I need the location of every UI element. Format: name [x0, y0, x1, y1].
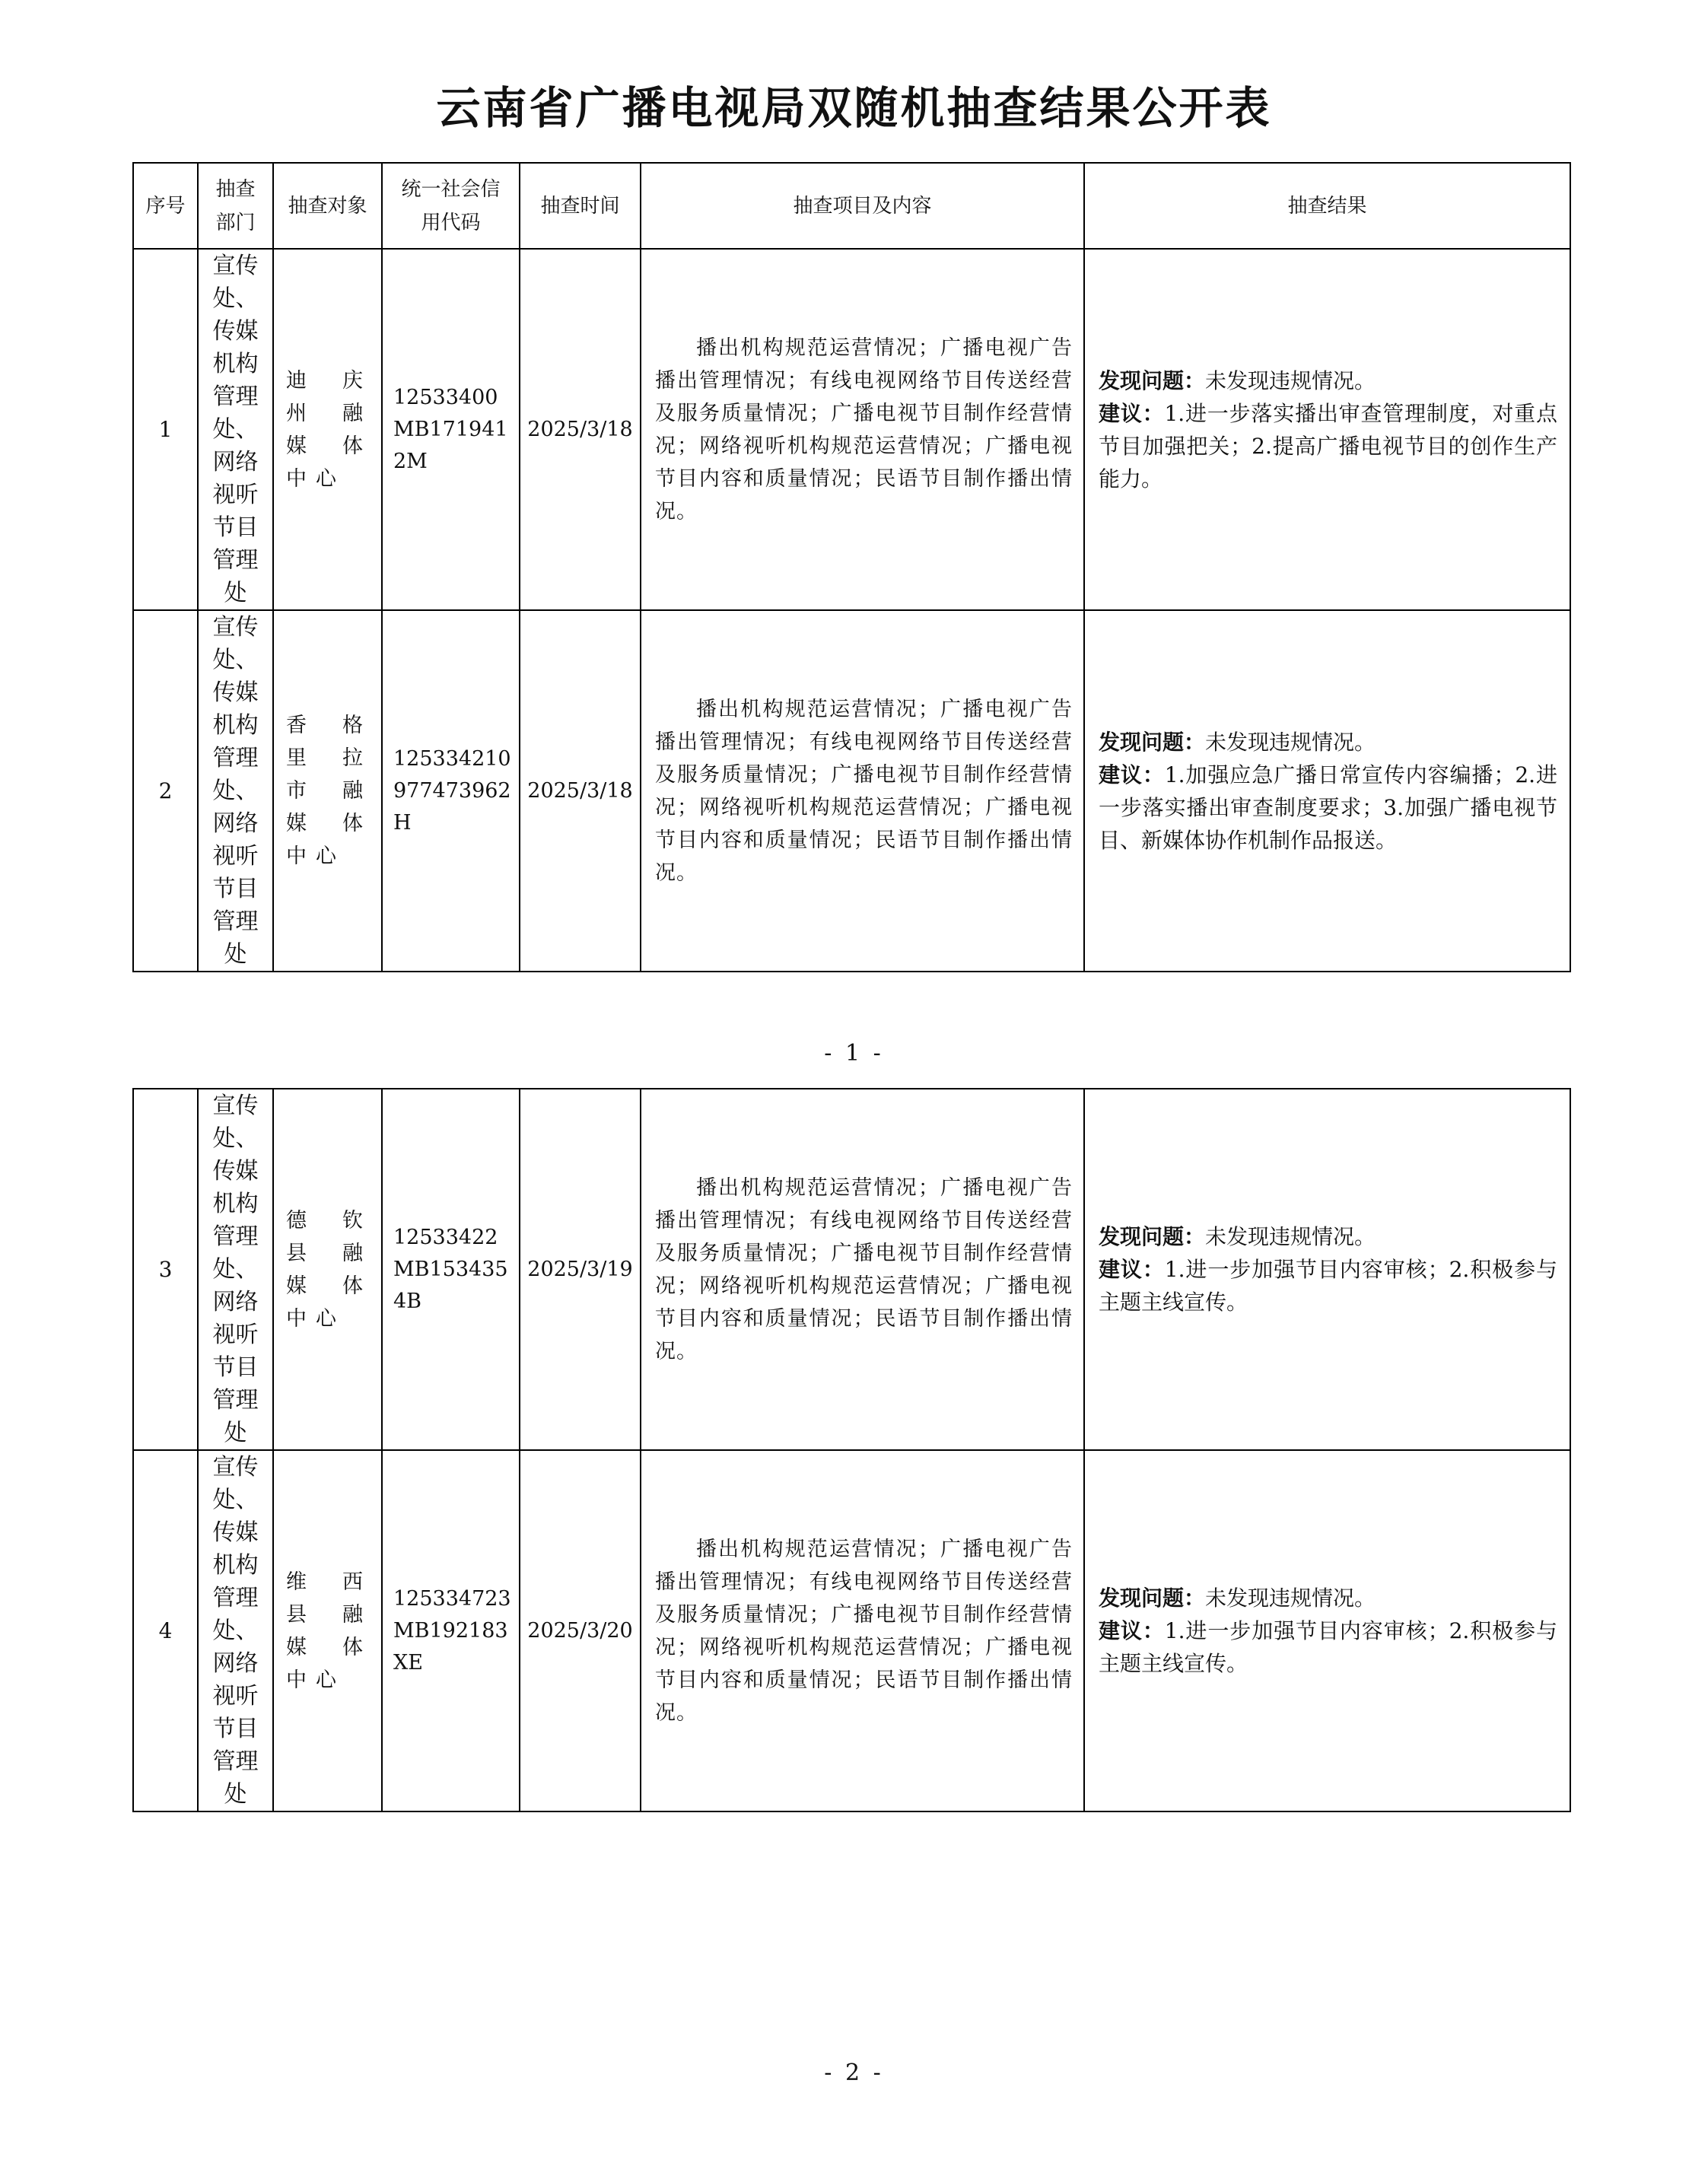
page-number-2: - 2 - [824, 2060, 884, 2086]
header-object: 抽查对象 [273, 163, 382, 249]
advice-text: 1.加强应急广播日常宣传内容编播；2.进一步落实播出审查制度要求；3.加强广播电视节目、新媒体协作机制作品报送。 [1099, 762, 1557, 853]
row-seq: 1 [133, 249, 198, 610]
header-result: 抽查结果 [1084, 163, 1570, 249]
row-result [1084, 610, 1570, 972]
row-object: 维西县融媒体中心 [273, 1450, 382, 1811]
table-row [133, 1089, 1570, 1450]
row-items: 播出机构规范运营情况；广播电视广告播出管理情况；有线电视网络节目传送经营及服务质量情况；广播电视节目制作经营情况；网络视听机构规范运营情况；广播电视节目内容和质量情况；民语节目制作播出情况。 [641, 249, 1084, 610]
header-code: 统一社会信用代码 [382, 163, 520, 249]
row-date: 2025/3/20 [520, 1450, 641, 1811]
page-number-1: - 1 - [824, 1040, 884, 1067]
row-date: 2025/3/18 [520, 249, 641, 610]
finding-label: 发现问题： [1099, 729, 1206, 755]
row-items: 播出机构规范运营情况；广播电视广告播出管理情况；有线电视网络节目传送经营及服务质量情况；广播电视节目制作经营情况；网络视听机构规范运营情况；广播电视节目内容和质量情况；民语节目制作播出情况。 [641, 1450, 1084, 1811]
advice-label: 建议： [1099, 1257, 1165, 1282]
row-result [1084, 1089, 1570, 1450]
finding-text: 未发现违规情况。 [1205, 1224, 1376, 1249]
row-code: 12533400MB1719412M [382, 249, 520, 610]
row-date: 2025/3/18 [520, 610, 641, 972]
row-code: 125334210977473962H [382, 610, 520, 972]
advice-label: 建议： [1099, 1618, 1165, 1643]
row-result [1084, 1450, 1570, 1811]
results-table-page-1 [132, 162, 1571, 972]
header-dept: 抽查部门 [198, 163, 273, 249]
row-seq: 3 [133, 1089, 198, 1450]
row-object: 香格里拉市融媒体中心 [273, 610, 382, 972]
row-items: 播出机构规范运营情况；广播电视广告播出管理情况；有线电视网络节目传送经营及服务质量情况；广播电视节目制作经营情况；网络视听机构规范运营情况；广播电视节目内容和质量情况；民语节目制作播出情况。 [641, 610, 1084, 972]
row-code: 12533422MB1534354B [382, 1089, 520, 1450]
advice-text: 1.进一步加强节目内容审核；2.积极参与主题主线宣传。 [1099, 1257, 1557, 1315]
row-seq: 2 [133, 610, 198, 972]
row-date: 2025/3/19 [520, 1089, 641, 1450]
finding-label: 发现问题： [1099, 367, 1206, 393]
table-row [133, 249, 1570, 610]
finding-label: 发现问题： [1099, 1586, 1206, 1611]
finding-text: 未发现违规情况。 [1205, 1586, 1376, 1611]
row-dept: 宣传处、传媒机构管理处、网络视听节目管理处 [198, 610, 273, 972]
finding-text: 未发现违规情况。 [1205, 729, 1376, 755]
header-items: 抽查项目及内容 [641, 163, 1084, 249]
header-date: 抽查时间 [520, 163, 641, 249]
advice-label: 建议： [1099, 400, 1165, 426]
row-items: 播出机构规范运营情况；广播电视广告播出管理情况；有线电视网络节目传送经营及服务质量情况；广播电视节目制作经营情况；网络视听机构规范运营情况；广播电视节目内容和质量情况；民语节目制作播出情况。 [641, 1089, 1084, 1450]
table-row [133, 1450, 1570, 1811]
advice-text: 1.进一步加强节目内容审核；2.积极参与主题主线宣传。 [1099, 1618, 1557, 1676]
advice-label: 建议： [1099, 762, 1165, 787]
row-dept: 宣传处、传媒机构管理处、网络视听节目管理处 [198, 1089, 273, 1450]
finding-label: 发现问题： [1099, 1224, 1206, 1249]
table-row [133, 610, 1570, 972]
row-object: 德钦县融媒体中心 [273, 1089, 382, 1450]
finding-text: 未发现违规情况。 [1205, 367, 1376, 393]
row-dept: 宣传处、传媒机构管理处、网络视听节目管理处 [198, 249, 273, 610]
header-seq: 序号 [133, 163, 198, 249]
row-result [1084, 249, 1570, 610]
row-object: 迪庆州融媒体中心 [273, 249, 382, 610]
table-header-row [133, 163, 1570, 249]
row-dept: 宣传处、传媒机构管理处、网络视听节目管理处 [198, 1450, 273, 1811]
row-code: 125334723MB192183XE [382, 1450, 520, 1811]
results-table-page-2 [132, 1088, 1571, 1812]
advice-text: 1.进一步落实播出审查管理制度，对重点节目加强把关；2.提高广播电视节目的创作生产能力。 [1099, 400, 1557, 491]
row-seq: 4 [133, 1450, 198, 1811]
document-title: 云南省广播电视局双随机抽查结果公开表 [436, 82, 1272, 134]
